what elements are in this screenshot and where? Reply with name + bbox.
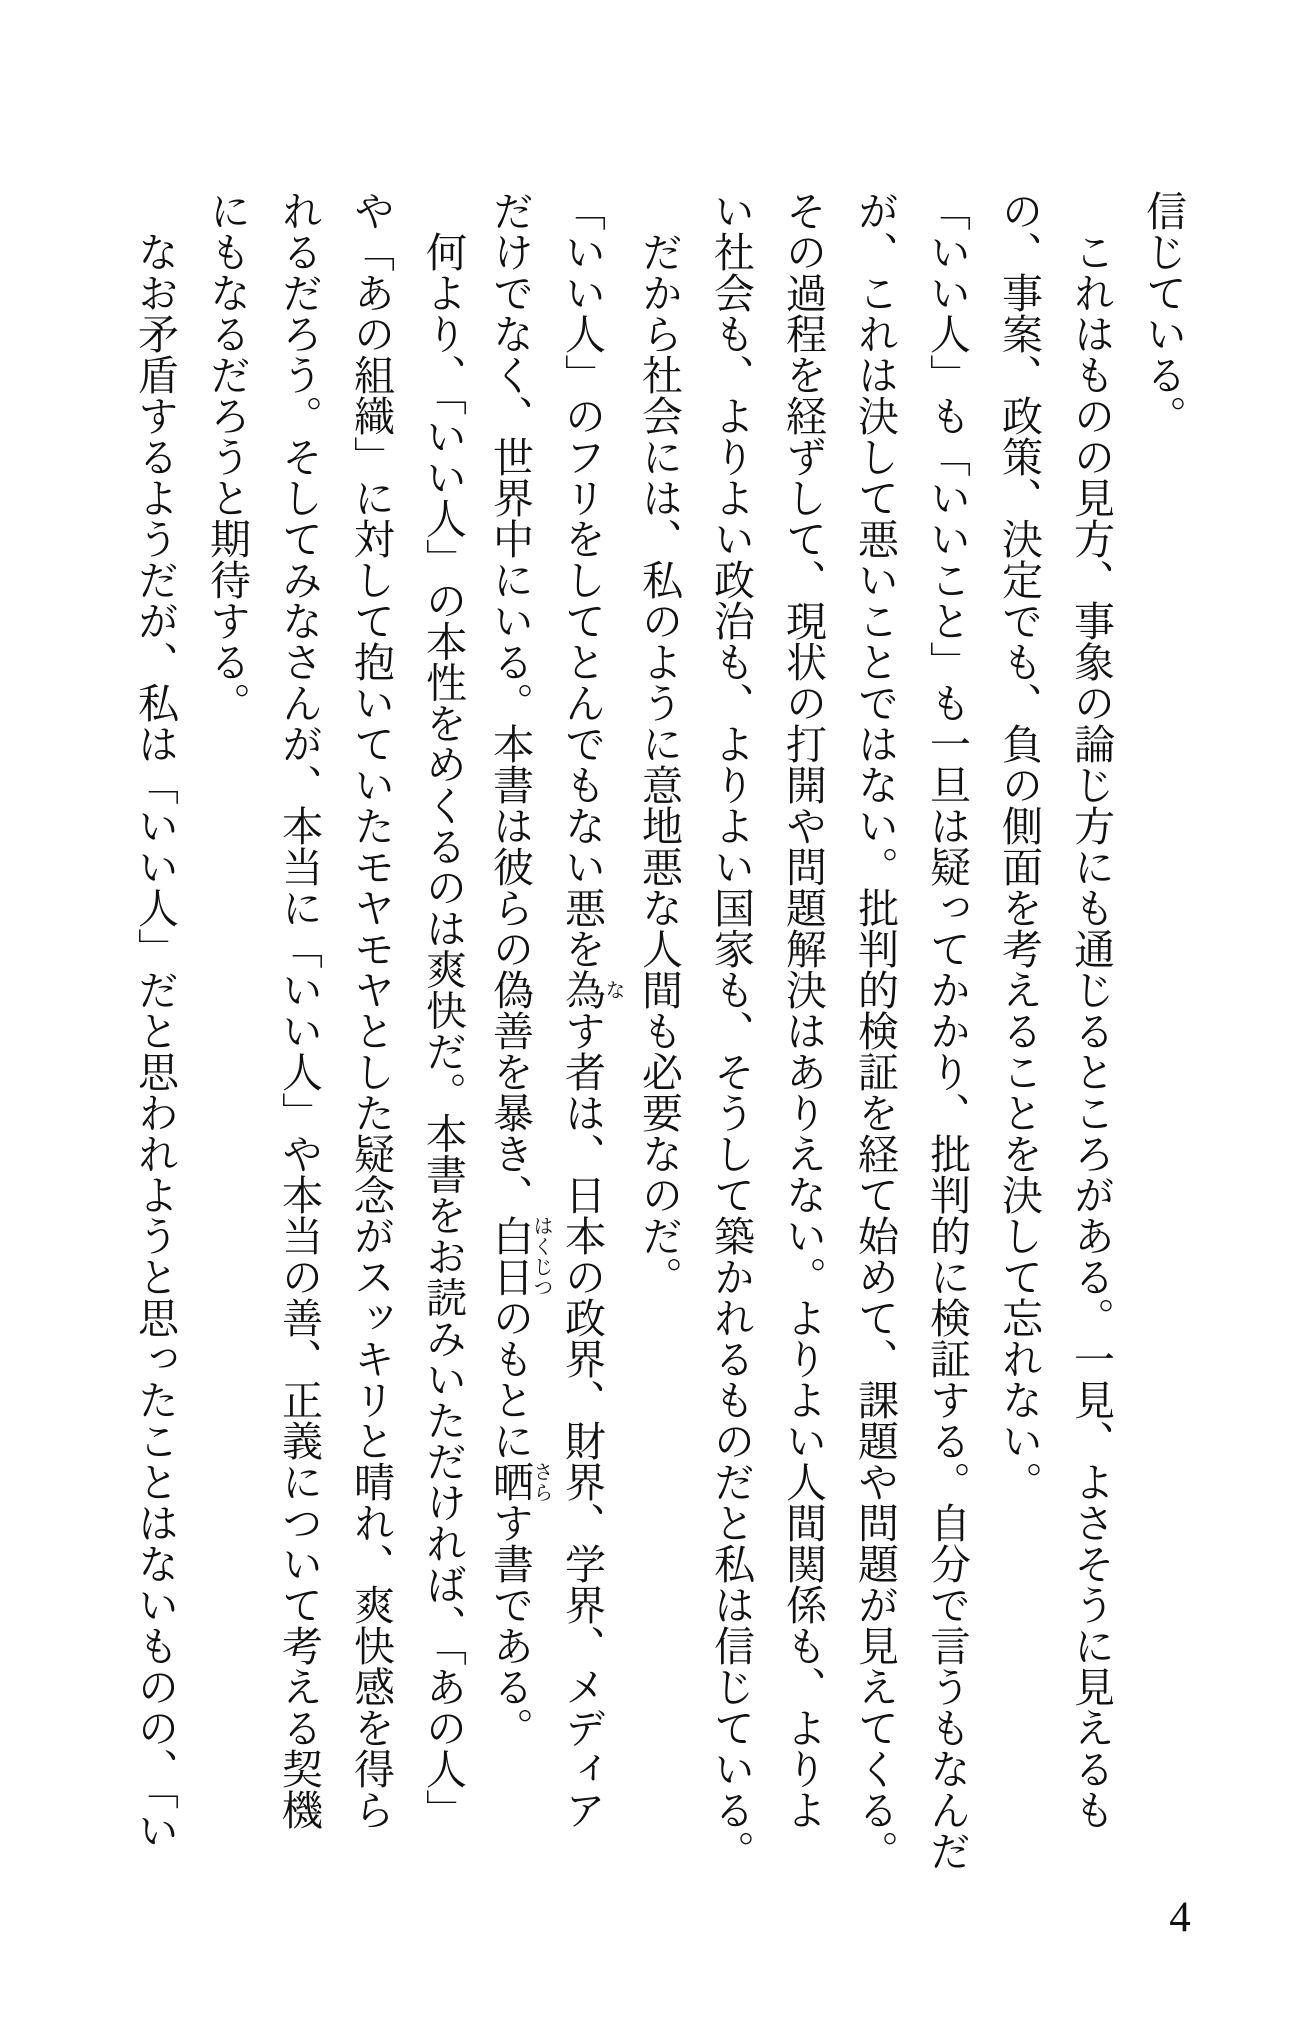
text-column: 何より、「いい人」の本性をめくるのは爽快だ。本書をお読みいただければ、「あの人」 <box>420 231 466 1830</box>
text-column: が、これは決して悪いことではない。批判的検証を経て始めて、課題や問題が見えてくる。 <box>852 190 898 1871</box>
text-column: これはものの見方、事象の論じ方にも通じるところがある。一見、よさそうに見えるも <box>1068 231 1114 1830</box>
text-column: にもなるだろうと期待する。 <box>204 190 250 723</box>
ruby-annotated-word: 白日はくじつ <box>487 1215 552 1297</box>
text-column: や「あの組織」に対して抱いていたモヤモヤとした疑念がスッキリと晴れ、爽快感を得ら <box>348 190 394 1830</box>
ruby-annotated-word: 為な <box>559 969 624 1010</box>
ruby-reading: な <box>602 969 624 1010</box>
text-column: の、事案、政策、決定でも、負の側面を考えることを決して忘れない。 <box>996 190 1042 1502</box>
text-column: 信じている。 <box>1140 190 1186 436</box>
text-column: だから社会には、私のように意地悪な人間も必要なのだ。 <box>636 231 682 1297</box>
text-column: その過程を経ずして、現状の打開や問題解決はありえない。よりよい人間関係も、よりよ <box>780 190 826 1830</box>
text-column: だけでなく、世界中にいる。本書は彼らの偽善を暴き、白日はくじつのもとに晒さらす書である。 <box>487 190 552 1748</box>
ruby-reading: さら <box>530 1461 552 1502</box>
text-column: 「いい人」も「いいこと」も一旦は疑ってかかり、批判的に検証する。自分で言うもなんだ <box>924 190 970 1871</box>
text-column: なお矛盾するようだが、私は「いい人」だと思われようと思ったことはないものの、「い <box>132 231 178 1851</box>
page-number: 4 <box>1169 1894 1191 1941</box>
ruby-annotated-word: 晒さら <box>487 1461 552 1502</box>
text-column: い社会も、よりよい政治も、よりよい国家も、そうして築かれるものだと私は信じている。 <box>708 190 754 1871</box>
text-column: れるだろう。そしてみなさんが、本当に「いい人」や本当の善、正義について考える契機 <box>276 190 322 1830</box>
text-column: 「いい人」のフリをしてとんでもない悪を為なす者は、日本の政界、財界、学界、メディア <box>559 190 624 1830</box>
ruby-reading: はくじつ <box>530 1215 552 1297</box>
